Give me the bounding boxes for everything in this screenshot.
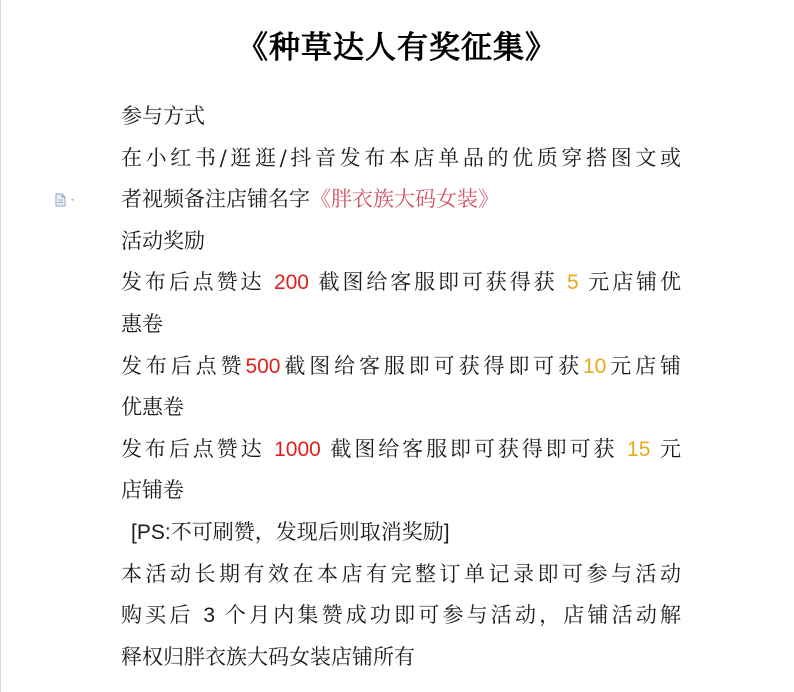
footer-line-3: 释权归胖衣族大码女装店铺所有 [121,644,415,669]
reward-tier-1-line-2: 惠卷 [121,311,163,336]
tier-2-suffix: 元店铺 [606,353,682,378]
footer-line-2-pre: 购买后 [121,603,204,628]
tier-1-amount: 5 [567,271,579,295]
tier-3-likes: 1000 [274,437,321,461]
tier-2-prefix: 发布后点赞 [121,353,246,378]
participation-line-1: 在小红书/逛逛/抖音发布本店单品的优质穿搭图文或 [121,145,681,170]
footer-months-number: 3 [203,604,216,628]
tier-3-prefix: 发布后点赞达 [121,436,275,461]
tier-3-amount: 15 [627,437,651,461]
page-title: 《种草达人有奖征集》 [237,30,557,66]
tier-2-middle: 截图给客服即可获得即可获 [280,353,583,378]
reward-tier-2-line-1 [121,346,681,388]
page-left-edge [0,0,1,692]
tier-3-suffix: 元 [650,436,681,461]
tier-1-middle: 截图给客服即可获得获 [308,270,568,295]
document-body [121,96,681,678]
tier-2-amount: 10 [583,354,607,378]
paragraph-marker[interactable] [55,192,83,206]
ps-note-open: [ [131,520,137,544]
participation-line-2 [121,179,681,221]
tier-1-prefix: 发布后点赞达 [121,270,274,295]
footer-line-1: 本活动长期有效在本店有完整订单记录即可参与活动 [121,561,681,586]
participation-line-2-text: 者视频备注店铺名字 [121,187,310,212]
reward-tier-2-line-2: 优惠卷 [121,395,184,420]
tier-3-middle: 截图给客服即可获得即可获 [320,436,628,461]
ps-note-close: ] [443,520,450,544]
tier-2-likes: 500 [245,354,281,378]
dropdown-arrow-icon [71,199,74,201]
reward-tier-3-line-1 [121,429,681,471]
store-name: 《胖衣族大码女装》 [310,187,499,212]
participation-heading: 参与方式 [121,104,205,128]
ps-note-text: 不可刷赞，发现后则取消奖励 [170,519,444,544]
reward-tier-1-line-1 [121,262,681,304]
document-icon [55,193,83,207]
footer-line-2 [121,595,681,637]
tier-1-likes: 200 [273,271,309,295]
reward-tier-3-line-2: 店铺卷 [121,478,184,503]
tier-1-suffix: 元店铺优 [578,270,681,295]
ps-note-label: PS: [136,520,171,544]
ps-note [121,512,681,554]
rewards-heading: 活动奖励 [121,228,205,253]
footer-line-2-post: 个月内集赞成功即可参与活动，店铺活动解 [215,603,681,628]
